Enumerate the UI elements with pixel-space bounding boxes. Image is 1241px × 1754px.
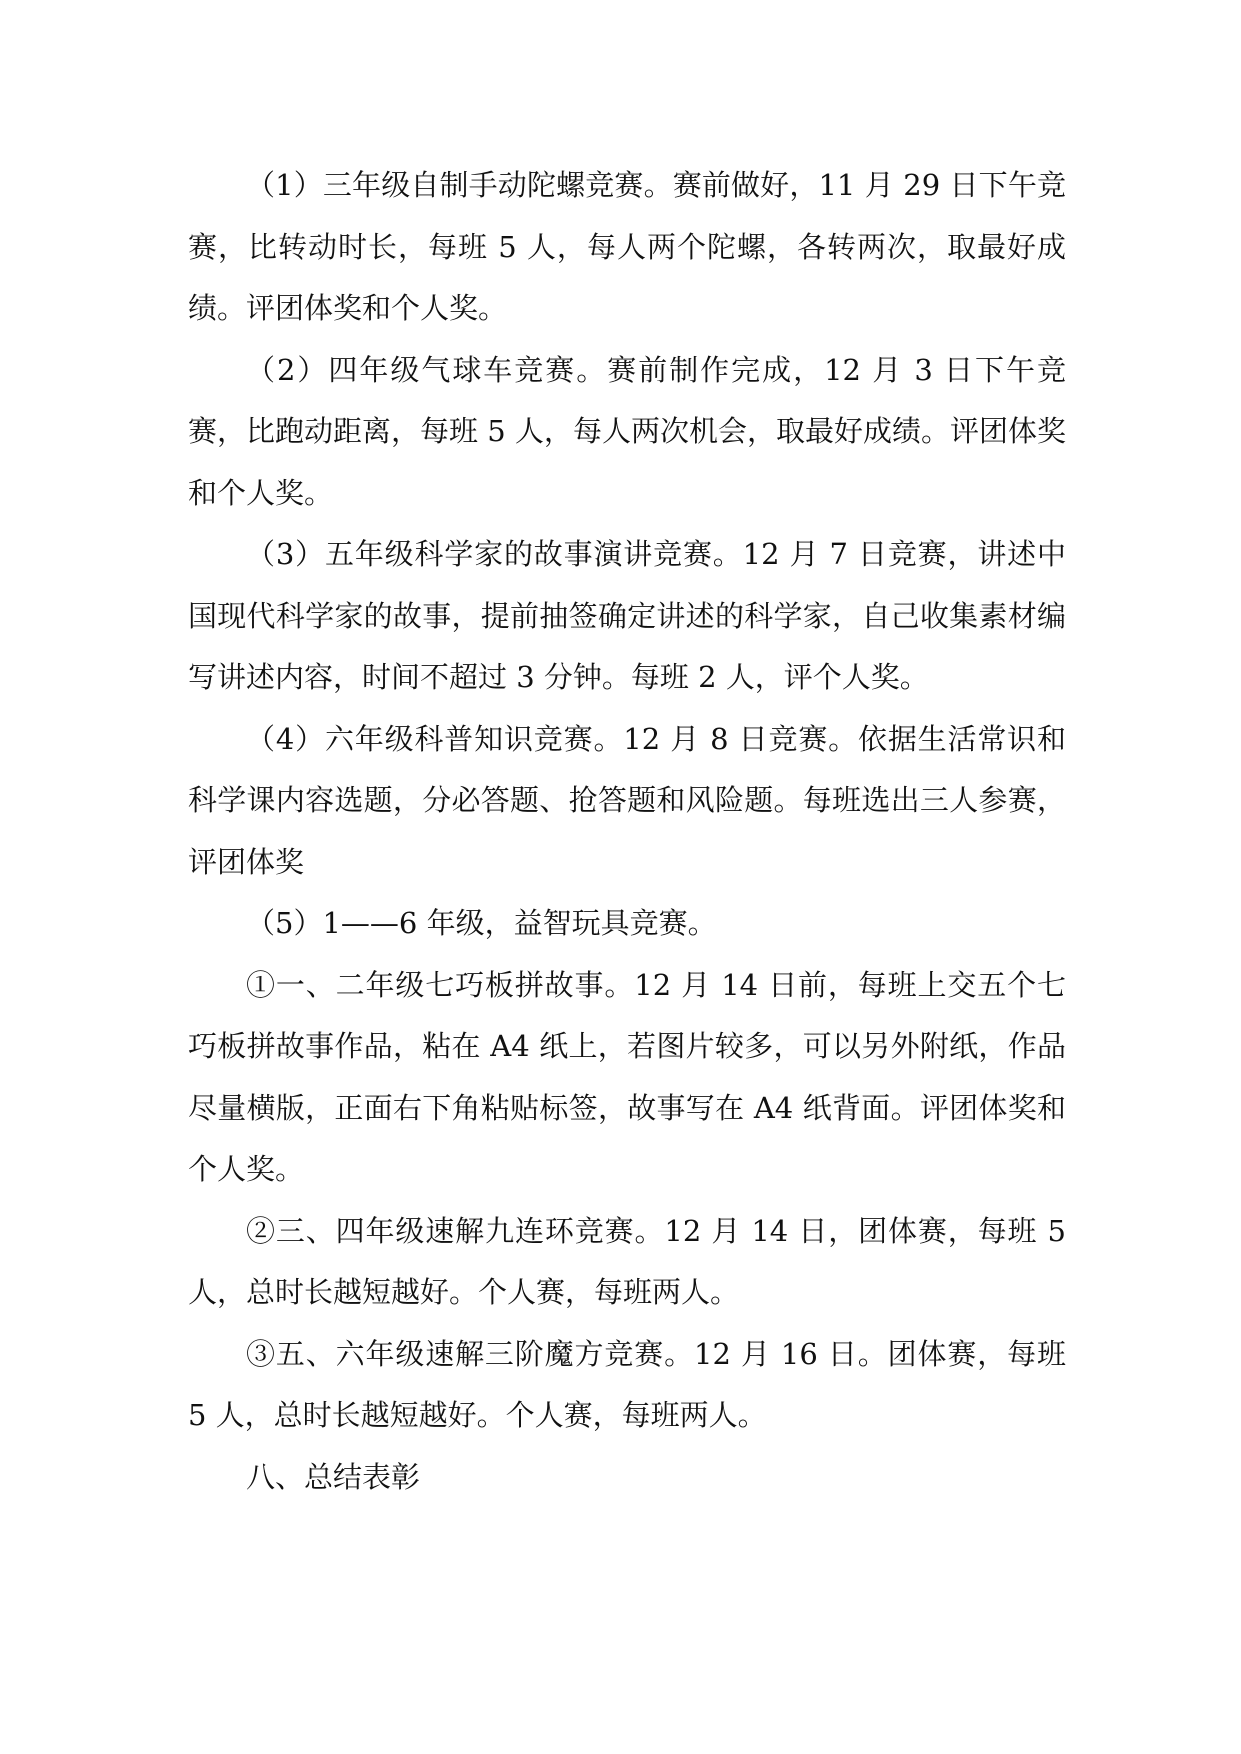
paragraph-grade4-balloon-car-contest: （2）四年级气球车竞赛。赛前制作完成，12 月 3 日下午竞赛，比跑动距离，每班 5 人，每人两次机会，取最好成绩。评团体奖和个人奖。 <box>188 352 1066 510</box>
document-body <box>188 155 1066 1508</box>
paragraph-grade6-science-quiz: （4）六年级科普知识竞赛。12 月 8 日竞赛。依据生活常识和科学课内容选题，分必答题、抢答题和风险题。每班选出三人参赛，评团体奖 <box>188 721 1066 879</box>
paragraph-rubiks-cube-contest: ③五、六年级速解三阶魔方竞赛。12 月 16 日。团体赛，每班 5 人，总时长越短越好。个人赛，每班两人。 <box>188 1336 1066 1432</box>
paragraph-grade5-scientist-story-contest: （3）五年级科学家的故事演讲竞赛。12 月 7 日竞赛，讲述中国现代科学家的故事，提前抽签确定讲述的科学家，自己收集素材编写讲述内容，时间不超过 3 分钟。每班 2 人，评个人奖。 <box>188 537 1066 694</box>
paragraph-grade3-top-contest: （1）三年级自制手动陀螺竞赛。赛前做好，11 月 29 日下午竞赛，比转动时长，每班 5 人，每人两个陀螺，各转两次，取最好成绩。评团体奖和个人奖。 <box>188 168 1066 325</box>
paragraph-puzzle-toy-contest: （5）1——6 年级，益智玩具竞赛。 <box>246 906 717 940</box>
section-heading-summary-awards: 八、总结表彰 <box>246 1459 421 1494</box>
paragraph-nine-rings-contest: ②三、四年级速解九连环竞赛。12 月 14 日，团体赛，每班 5 人，总时长越短越好。个人赛，每班两人。 <box>188 1213 1066 1309</box>
paragraph-tangram-stories: ①一、二年级七巧板拼故事。12 月 14 日前，每班上交五个七巧板拼故事作品，粘在 A4 纸上，若图片较多，可以另外附纸，作品尽量横版，正面右下角粘贴标签，故事写在 A4 纸背面。评团体奖和个人奖。 <box>188 967 1066 1186</box>
